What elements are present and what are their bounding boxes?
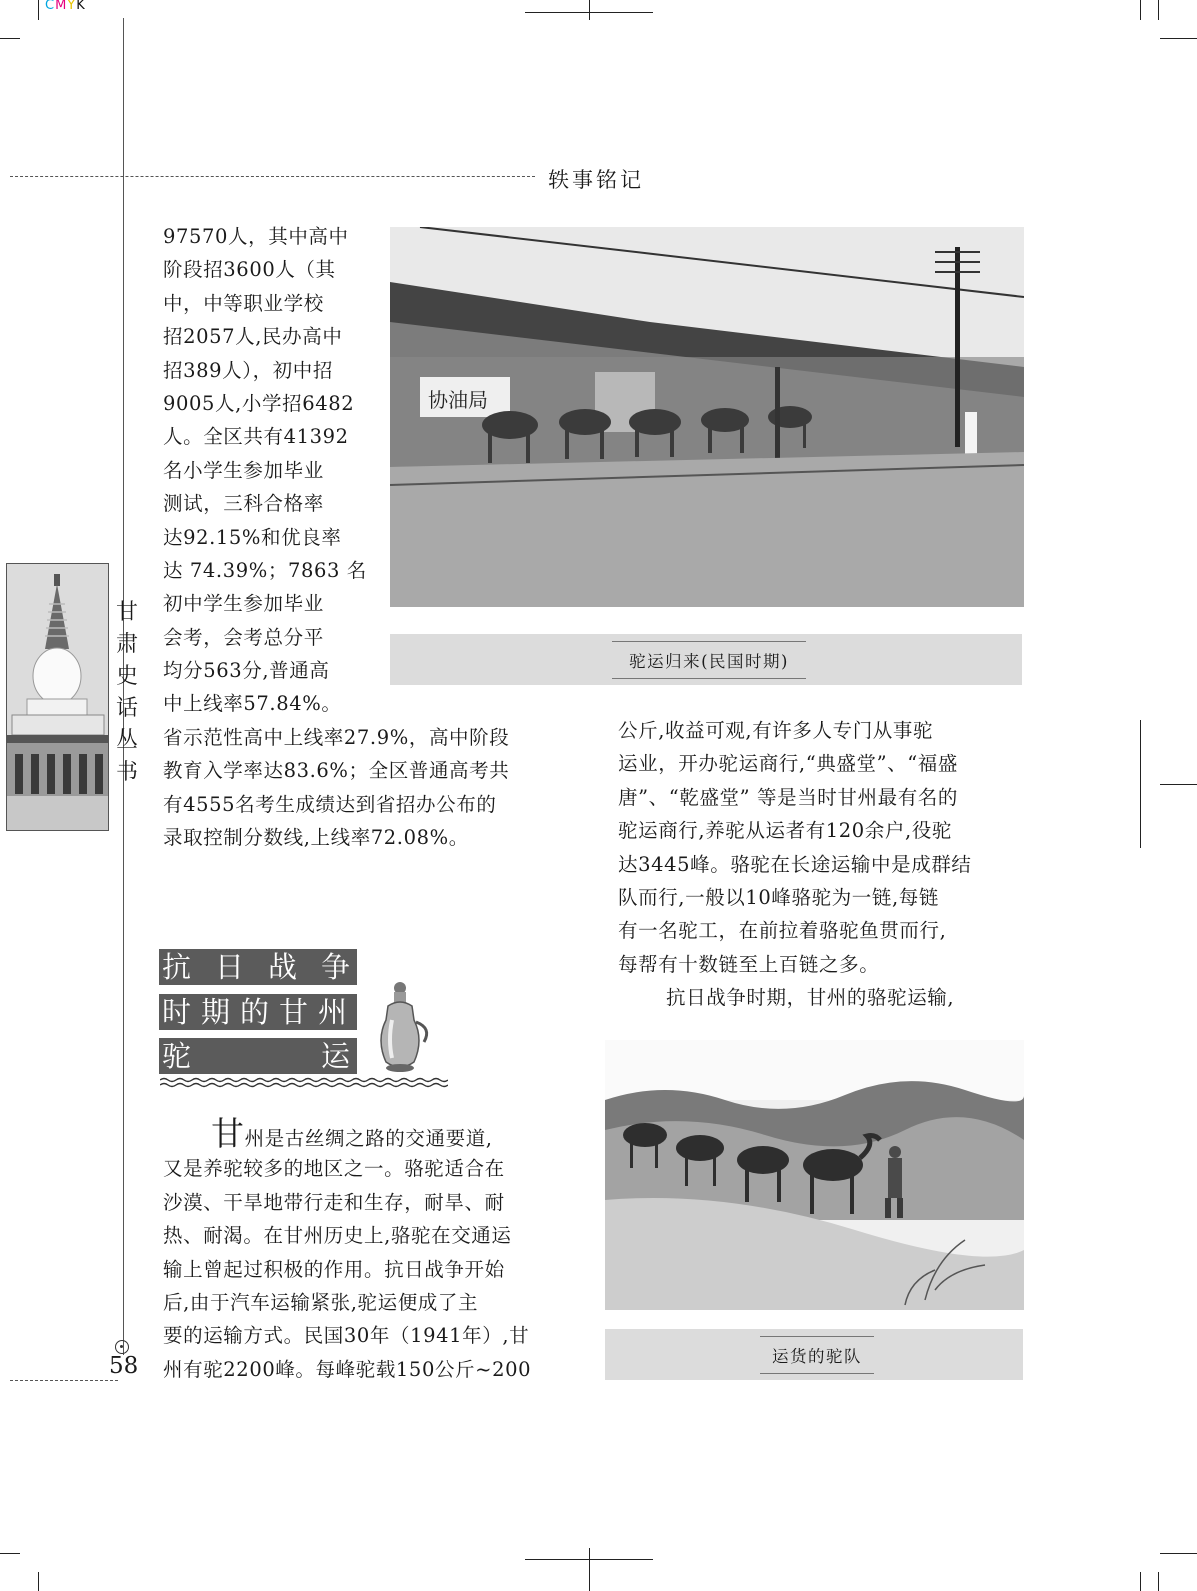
silver-pot-icon [372,980,436,1075]
text-line: 9005人,小学招6482 [163,391,355,415]
article-right-column [618,714,972,1015]
text-line: 要的运输方式。民国30年（1941年）,甘 [163,1324,530,1348]
text-line: 每帮有十数链至上百链之多。 [618,952,880,976]
text-line: 达92.15%和优良率 [163,525,342,549]
text-line: 省示范性高中上线率27.9%，高中阶段 [163,726,510,749]
photo-caption: 运货的驼队 [760,1336,874,1374]
text-line: 人。全区共有41392 [163,425,349,449]
title-char: 日 [215,950,248,984]
title-char: 的 [240,995,273,1029]
registration-mark [1160,784,1197,785]
text-line: 又是养驼较多的地区之一。骆驼适合在 [163,1157,505,1181]
text-line: 抗日战争时期，甘州的骆驼运输, [666,986,955,1010]
registration-mark [1140,720,1141,848]
text-line: 97570人，其中高中 [163,225,349,248]
text-line: 中上线率57.84%。 [163,692,342,716]
camel-street-illustration [390,227,1024,607]
wavy-divider [160,1077,448,1089]
text-line: 测试，三科合格率 [163,492,324,516]
text-line: 运业，开办驼运商行,“典盛堂”、“福盛 [618,752,959,776]
text-line: 唐”、“乾盛堂” 等是当时甘州最有名的 [618,785,959,809]
article-bottom [163,1114,532,1386]
title-char: 州 [318,995,351,1029]
article-wide-lines [163,721,509,855]
text-line: 有一名驼工，在前拉着骆驼鱼贯而行, [618,919,947,943]
section-title-row-1 [159,949,357,985]
registration-mark [589,1548,590,1591]
text-line: 输上曾起过积极的作用。抗日战争开始 [163,1257,505,1281]
cmyk-label [45,0,86,13]
text-line: 队而行,一般以10峰骆驼为一链,每链 [618,885,940,909]
text-line-rest: 州是古丝绸之路的交通要道, [244,1127,493,1150]
text-line: 公斤,收益可观,有许多人专门从事驼 [618,719,934,742]
cmyk-k: K [76,0,86,13]
camel-street-photo [390,227,1024,607]
registration-mark [589,0,590,20]
text-line: 录取控制分数线,上线率72.08%。 [163,826,469,850]
title-char: 甘 [279,995,312,1029]
shop-sign-text: 协油局 [428,388,488,412]
text-line: 达3445峰。骆驼在长途运输中是成群结 [618,852,972,876]
text-line: 有4555名考生成绩达到省招办公布的 [163,792,497,816]
header-dashed-rule [10,176,535,177]
text-line: 热、耐渴。在甘州历史上,骆驼在交通运 [163,1224,512,1248]
crop-mark [1160,38,1197,39]
cmyk-c: C [45,0,56,13]
series-title: 甘肃史话丛书 [115,600,138,785]
article-left-column [163,220,367,721]
title-char: 运 [321,1039,354,1073]
title-char: 时 [162,995,195,1029]
text-line: 均分563分,普通高 [163,659,330,683]
text-line: 州有驼2200峰。每峰驼载150公斤~200 [163,1357,532,1381]
crop-mark [38,1572,39,1591]
text-line: 达 74.39%；7863 名 [163,558,367,582]
title-char: 争 [321,950,354,984]
text-line: 驼运商行,养驼从运者有120余户,役驼 [618,819,953,843]
text-line: 教育入学率达83.6%；全区普通高考共 [163,759,510,783]
page-number: 58 [109,1353,139,1379]
crop-mark [0,38,20,39]
caravan-illustration [605,1040,1024,1310]
text-line: 后,由于汽车运输紧张,驼运便成了主 [163,1290,479,1314]
crop-mark [0,1553,20,1554]
text-line: 沙漠、干旱地带行走和生存，耐旱、耐 [163,1190,505,1214]
crop-mark [1140,1572,1141,1591]
section-title-row-2 [159,994,357,1030]
crop-mark [1158,1572,1159,1591]
white-pagoda-illustration [7,564,108,830]
cmyk-m: M [55,0,68,13]
text-line: 招389人），初中招 [163,358,333,382]
text-line [163,1114,531,1153]
crop-mark [1158,0,1159,20]
title-char: 期 [201,995,234,1029]
cmyk-y: Y [67,0,77,13]
text-line: 会考，会考总分平 [163,625,324,649]
text-line: 初中学生参加毕业 [163,592,324,616]
title-char: 驼 [162,1039,195,1073]
page-number-dot [120,1345,123,1348]
crop-mark [1140,0,1141,20]
caravan-photo [605,1040,1024,1310]
photo-caption: 驼运归来(民国时期) [612,641,806,679]
footer-dashed-rule [10,1380,118,1381]
title-char: 抗 [162,950,195,984]
column-title: 轶事铭记 [548,168,644,192]
text-line: 阶段招3600人（其 [163,258,336,282]
pagoda-photo [6,563,109,831]
text-line: 招2057人,民办高中 [163,325,343,349]
section-title-row-3 [159,1038,357,1074]
text-line: 中，中等职业学校 [163,291,324,315]
drop-cap: 甘 [211,1114,245,1153]
crop-mark [1160,1553,1197,1554]
crop-mark [38,0,39,20]
text-line: 名小学生参加毕业 [163,458,324,482]
title-char: 战 [268,950,301,984]
